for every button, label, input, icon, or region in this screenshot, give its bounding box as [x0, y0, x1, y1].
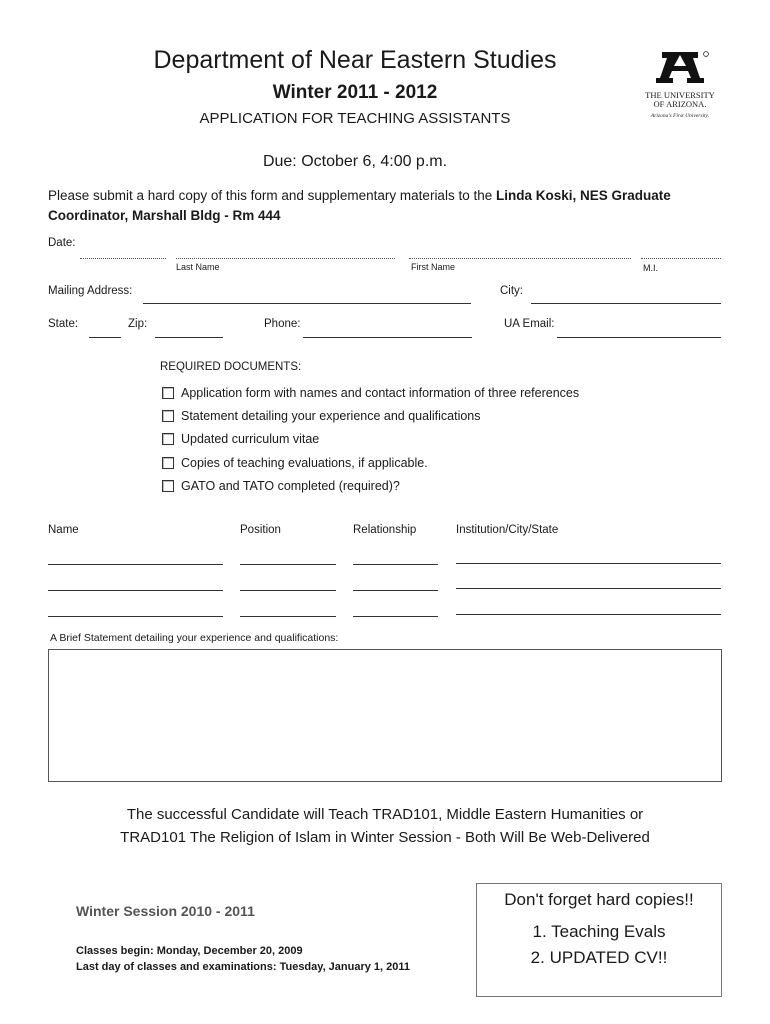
reminder-item: 1. Teaching Evals — [532, 922, 666, 941]
reminder-title: Don't forget hard copies!! — [504, 890, 694, 909]
doc-item[interactable] — [162, 432, 319, 446]
checkbox[interactable] — [162, 433, 174, 445]
date-label: Date: — [48, 237, 76, 249]
ref-position-field[interactable] — [240, 590, 336, 591]
ua-email-field[interactable] — [557, 337, 721, 338]
mi-label: M.I. — [643, 263, 658, 273]
ua-email-label: UA Email: — [504, 318, 555, 330]
last-day: Last day of classes and examinations: Tuesday, January 1, 2011 — [76, 961, 411, 973]
statement-label: A Brief Statement detailing your experience and qualifications: — [50, 632, 339, 644]
due-date: Due: October 6, 4:00 p.m. — [262, 153, 448, 170]
logo-line1: THE UNIVERSITY — [645, 90, 715, 100]
statement-textarea[interactable] — [48, 649, 722, 782]
ref-institution-header: Institution/City/State — [456, 524, 559, 536]
phone-field[interactable] — [303, 337, 472, 338]
classes-begin: Classes begin: Monday, December 20, 2009 — [76, 945, 303, 957]
logo-line2: OF ARIZONA. — [653, 99, 707, 109]
ref-name-field[interactable] — [48, 564, 223, 565]
zip-label: Zip: — [128, 318, 148, 330]
last-name-label: Last Name — [176, 262, 220, 272]
state-label: State: — [48, 318, 79, 330]
checkbox[interactable] — [162, 387, 174, 399]
mailing-address-field[interactable] — [143, 303, 471, 304]
ref-institution-field[interactable] — [456, 563, 721, 564]
doc-item-label: GATO and TATO completed (required)? — [181, 479, 400, 493]
submission-instructions — [48, 186, 728, 226]
ref-name-field[interactable] — [48, 590, 223, 591]
doc-item-label: Copies of teaching evaluations, if applicable. — [181, 456, 428, 470]
first-name-label: First Name — [411, 262, 456, 272]
state-field[interactable] — [89, 337, 121, 338]
session-dates — [76, 943, 410, 975]
doc-item-label: Application form with names and contact information of three references — [181, 386, 580, 400]
candidate-notice: The successful Candidate will Teach TRAD101, Middle Eastern Humanities or TRAD101 The Religion of Islam in Winter Session - Both Will Be Web-Delivered — [120, 806, 650, 846]
required-documents-heading: REQUIRED DOCUMENTS: — [160, 361, 302, 373]
mailing-address-label: Mailing Address: — [48, 285, 133, 297]
block-a-icon — [640, 50, 720, 84]
ref-name-header: Name — [48, 524, 79, 536]
ref-name-field[interactable] — [48, 616, 223, 617]
term-heading: Winter 2011 - 2012 — [272, 82, 438, 103]
reminder-item: 2. UPDATED CV!! — [530, 948, 668, 967]
ref-institution-field[interactable] — [456, 614, 721, 615]
winter-session-title: Winter Session 2010 - 2011 — [76, 903, 255, 919]
checkbox[interactable] — [162, 410, 174, 422]
doc-item[interactable] — [162, 409, 481, 423]
ref-relationship-header: Relationship — [353, 524, 417, 536]
mi-field[interactable] — [641, 258, 721, 259]
checkbox[interactable] — [162, 457, 174, 469]
phone-label: Phone: — [264, 318, 301, 330]
doc-item[interactable] — [162, 386, 579, 400]
checkbox[interactable] — [162, 480, 174, 492]
ref-relationship-field[interactable] — [353, 590, 438, 591]
city-field[interactable] — [531, 303, 721, 304]
doc-item-label: Updated curriculum vitae — [181, 432, 320, 446]
coordinator-info: Linda Koski, NES Graduate Coordinator, Marshall Bldg - Rm 444 — [48, 188, 671, 223]
ref-position-field[interactable] — [240, 616, 336, 617]
doc-item[interactable] — [162, 456, 428, 470]
first-name-field[interactable] — [409, 258, 631, 259]
logo-tagline: Arizona's First University. — [650, 113, 710, 119]
ref-relationship-field[interactable] — [353, 616, 438, 617]
ref-position-header: Position — [240, 524, 281, 536]
city-label: City: — [500, 285, 523, 297]
reminder-box — [476, 883, 722, 997]
zip-field[interactable] — [155, 337, 223, 338]
ref-relationship-field[interactable] — [353, 564, 438, 565]
date-field[interactable] — [80, 258, 166, 259]
department-title: Department of Near Eastern Studies — [153, 46, 557, 74]
doc-item-label: Statement detailing your experience and qualifications — [181, 409, 481, 423]
ref-position-field[interactable] — [240, 564, 336, 565]
university-logo — [640, 50, 720, 121]
last-name-field[interactable] — [176, 258, 395, 259]
doc-item[interactable] — [162, 479, 400, 493]
instructions-text: Please submit a hard copy of this form and supplementary materials to the — [48, 188, 496, 203]
form-title: APPLICATION FOR TEACHING ASSISTANTS — [199, 110, 511, 127]
ref-institution-field[interactable] — [456, 588, 721, 589]
